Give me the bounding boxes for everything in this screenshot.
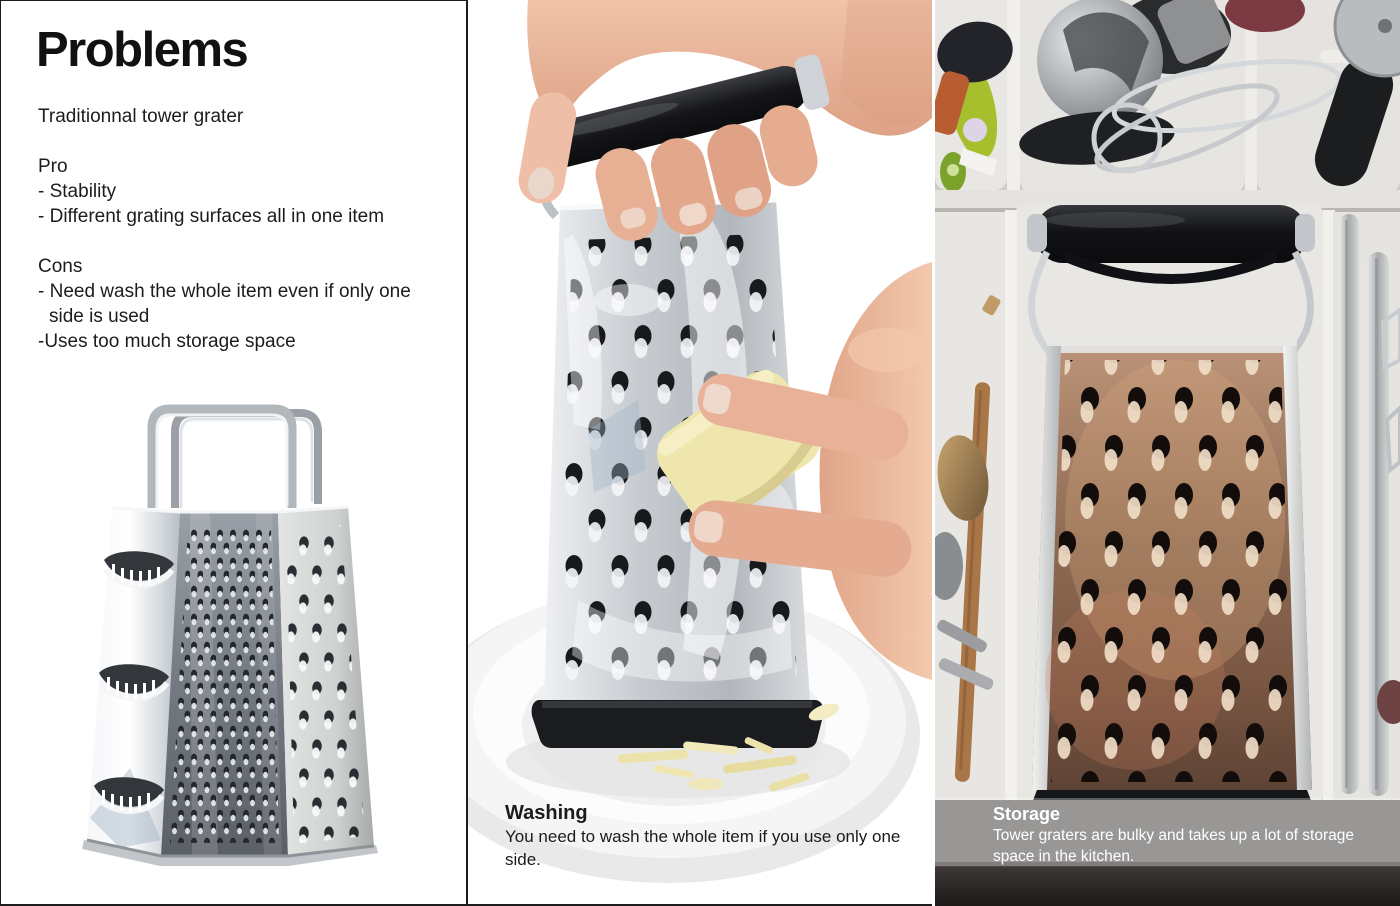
drawer-top-compartments [935, 0, 1400, 194]
storage-photo [935, 0, 1400, 906]
frame-border-top [0, 0, 468, 1]
grater-wire-handles [152, 409, 318, 508]
problems-panel [0, 0, 466, 906]
panel-divider-line [466, 0, 468, 906]
tower-grater-photo [60, 388, 400, 888]
washing-body: You need to wash the whole item if you use only one side. [505, 827, 901, 869]
washing-photo [468, 0, 932, 906]
storage-body: Tower graters are bulky and takes up a lot of storage space in the kitchen. [993, 827, 1355, 865]
washing-caption [505, 801, 932, 871]
tower-grater-illustration [60, 388, 400, 888]
washing-heading: Washing [505, 802, 588, 824]
problems-text [38, 104, 446, 354]
pro-heading: Pro [38, 156, 68, 177]
cons-heading: Cons [38, 256, 83, 277]
storage-panel [935, 0, 1400, 906]
page-title: Problems [36, 23, 248, 77]
panel-gap [932, 0, 935, 906]
drawer-front [935, 862, 1400, 906]
intro-line: Traditionnal tower grater [38, 106, 244, 127]
pro-item: - Different grating surfaces all in one item [38, 206, 385, 227]
frame-border-left [0, 0, 1, 906]
cons-item: - Need wash the whole item even if only one side is used [38, 281, 411, 327]
cons-item: -Uses too much storage space [38, 331, 296, 352]
storage-heading: Storage [993, 804, 1061, 824]
storage-caption [993, 803, 1385, 867]
washing-panel [468, 0, 932, 906]
pro-item: - Stability [38, 181, 117, 202]
